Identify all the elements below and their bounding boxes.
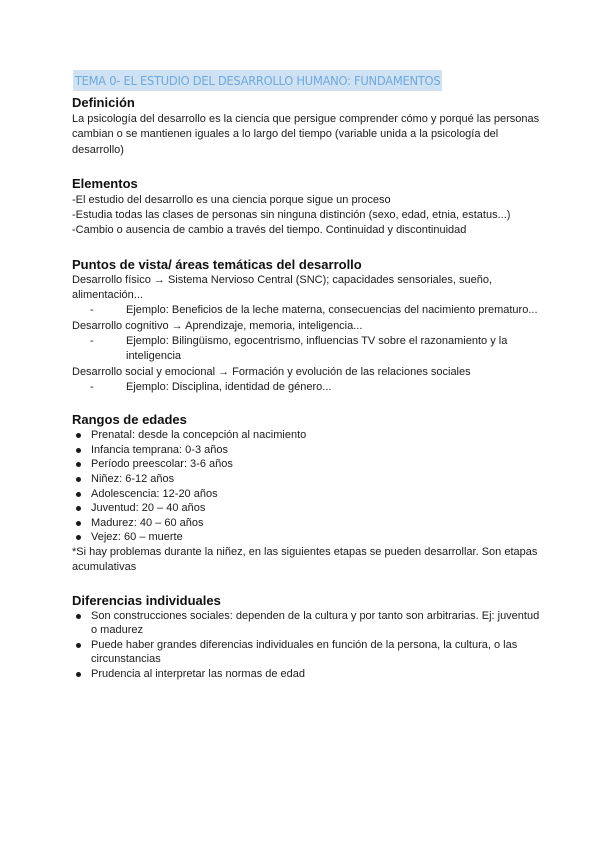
- list-item-text: Vejez: 60 – muerte: [91, 531, 183, 544]
- example-list: [72, 303, 542, 318]
- document-page: [72, 70, 542, 681]
- list-item: [72, 638, 542, 667]
- elementos-line: -Estudia todas las clases de personas sin ninguna distinción (sexo, edad, etnia, estatus...): [72, 209, 511, 222]
- list-item: [72, 501, 542, 516]
- elementos-line: -El estudio del desarrollo es una ciencia porque sigue un proceso: [72, 193, 391, 206]
- bullet-list: [72, 428, 542, 545]
- title-container: [73, 70, 542, 91]
- bullet-icon: [76, 614, 81, 619]
- section-puntos-de-vista: [72, 257, 542, 395]
- list-item-text: Prudencia al interpretar las normas de edad: [91, 667, 306, 680]
- list-item: [72, 530, 542, 545]
- list-item: [72, 487, 542, 502]
- list-item-text: Adolescencia: 12-20 años: [91, 487, 218, 500]
- definicion-text: La psicología del desarrollo es la ciencia que persigue comprender cómo y porqué las personas cambian o se mantienen iguales a lo largo del tiempo (variable unida a la psicología del desarrollo): [72, 113, 540, 156]
- list-item: [72, 472, 542, 487]
- area-desarrollo-fisico: Desarrollo físico → Sistema Nervioso Central (SNC); capacidades sensoriales, sueño, alimentación...: [72, 273, 493, 302]
- list-item: [72, 334, 542, 365]
- example-list: [72, 380, 542, 395]
- example-text: Ejemplo: Disciplina, identidad de género...: [126, 380, 332, 393]
- section-heading-rangos: Rangos de edades: [72, 412, 187, 428]
- bullet-icon: [76, 643, 81, 648]
- list-item: [72, 667, 542, 682]
- section-diferencias-individuales: [72, 593, 542, 682]
- bullet-icon: [76, 448, 81, 453]
- list-item: [72, 303, 542, 318]
- list-item-text: Infancia temprana: 0-3 años: [91, 443, 228, 456]
- dash-marker: -: [90, 380, 94, 393]
- section-rangos-de-edades: [72, 412, 542, 575]
- area-desarrollo-cognitivo: Desarrollo cognitivo → Aprendizaje, memoria, inteligencia...: [72, 319, 363, 332]
- bullet-icon: [76, 433, 81, 438]
- list-item: [72, 428, 542, 443]
- example-list: [72, 334, 542, 365]
- section-heading-definicion: Definición: [72, 95, 135, 110]
- list-item: [72, 516, 542, 531]
- bullet-icon: [76, 506, 81, 511]
- example-text: Ejemplo: Bilingüismo, egocentrismo, influencias TV sobre el razonamiento y la inteligencia: [126, 334, 508, 363]
- bullet-icon: [76, 477, 81, 482]
- section-elementos: [72, 176, 542, 239]
- list-item-text: Puede haber grandes diferencias individuales en función de la persona, la cultura, o las circunstancias: [91, 638, 518, 666]
- example-text: Ejemplo: Beneficios de la leche materna, consecuencias del nacimiento prematuro...: [126, 304, 538, 317]
- bullet-icon: [76, 462, 81, 467]
- list-item: [72, 443, 542, 458]
- rangos-note: *Si hay problemas durante la niñez, en las siguientes etapas se pueden desarrollar. Son etapas acumulativas: [72, 545, 538, 574]
- bullet-icon: [76, 492, 81, 497]
- list-item-text: Prenatal: desde la concepción al nacimiento: [91, 429, 307, 442]
- bullet-icon: [76, 672, 81, 677]
- section-heading-diferencias: Diferencias individuales: [72, 592, 221, 608]
- list-item: [72, 380, 542, 395]
- section-definicion: [72, 95, 542, 158]
- bullet-icon: [76, 535, 81, 540]
- list-item-text: Período preescolar: 3-6 años: [91, 458, 233, 471]
- list-item: [72, 457, 542, 472]
- list-item-text: Niñez: 6-12 años: [91, 472, 175, 485]
- section-heading-puntos: Puntos de vista/ áreas temáticas del desarrollo: [72, 256, 362, 272]
- list-item-text: Juventud: 20 – 40 años: [91, 502, 206, 515]
- elementos-line: -Cambio o ausencia de cambio a través del tiempo. Continuidad y discontinuidad: [72, 224, 467, 237]
- bullet-icon: [76, 521, 81, 526]
- section-heading-elementos: Elementos: [72, 175, 138, 191]
- list-item-text: Son construcciones sociales: dependen de la cultura y por tanto son arbitrarias. Ej: juventud o madurez: [91, 609, 540, 637]
- bullet-list: [72, 609, 542, 682]
- list-item-text: Madurez: 40 – 60 años: [91, 516, 204, 529]
- list-item: [72, 609, 542, 638]
- page-title: TEMA 0- EL ESTUDIO DEL DESARROLLO HUMANO: FUNDAMENTOS: [73, 70, 442, 91]
- area-desarrollo-social: Desarrollo social y emocional → Formación y evolución de las relaciones sociales: [72, 365, 471, 378]
- dash-marker: -: [90, 304, 94, 317]
- dash-marker: -: [90, 334, 94, 347]
